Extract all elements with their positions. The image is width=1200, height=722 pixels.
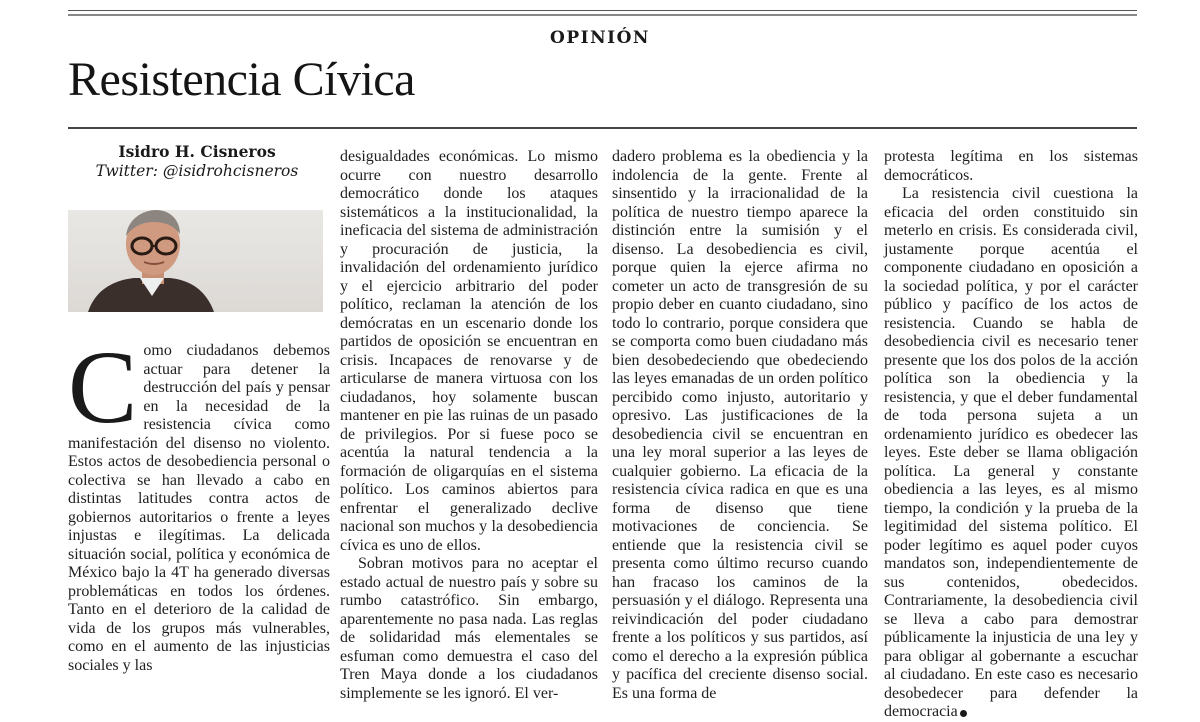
section-label: OPINIÓN: [550, 28, 650, 48]
end-mark-icon: [960, 710, 967, 717]
article-paragraph: protesta legítima en los sistemas democráticos.: [884, 148, 1138, 184]
top-rule-thick: [68, 14, 1137, 16]
author-twitter: Twitter: @isidrohcisneros: [95, 162, 299, 180]
author-portrait-icon: [68, 210, 323, 312]
article-paragraph: dadero problema es la obediencia y la indolencia de la gente. Frente al sinsentido y la irracionalidad de la política de nuestro tiempo aparece la distinción entre la sumisión y el disenso. La desobediencia es civil, porque quien la ejerce afirma no cometer un acto de transgresión de su propio deber en cuanto ciudadano, sino todo lo contrario, porque considera que se comporta como buen ciudadano más bien desobedeciendo que obedeciendo las leyes emanadas de un orden político percibido como injusto, autoritario y opresivo. Las justificaciones de la desobediencia civil se encuentran en una ley moral superior a las leyes de cualquier gobierno. La eficacia de la resistencia cívica radica en que es una forma de disenso que tiene motivaciones de conciencia. Se entiende que la resistencia civil se presenta como último recurso cuando han fracaso los caminos de la persuasión y el diálogo. Representa una reivindicación del poder ciudadano frente a los políticos y sus partidos, así como el derecho a la expresión pública y pacífica del creciente disenso social. Es una forma de: [612, 148, 868, 702]
paragraph-text: La resistencia civil cuestiona la eficacia del orden constituido sin meterlo en crisis. Es considerada civil, justamente porque acentúa el componente ciudadano en oposición a la sociedad política, y por el carácter público y pacífico de los actos de resistencia. Cuando se habla de desobediencia civil es necesario tener presente que los dos polos de la acción política son la obediencia y la resistencia, y que el deber fundamental de toda persona sujeta a un ordenamiento jurídico es obedecer las leyes. Este deber se llama obligación política. La general y constante obediencia a las leyes, es al mismo tiempo, la condición y la prueba de la legitimidad del sistema político. El poder legítimo es aquel poder cuyos mandatos son, independientemente de sus contenidos, obedecidos. Contrariamente, la desobediencia civil se lleva a cabo para demostrar públicamente la injusticia de una ley y para obligar al gobernante a escuchar al ciudadano. En este caso es necesario desobedecer para defender la democracia: [884, 185, 1138, 720]
headline: Resistencia Cívica: [68, 53, 415, 106]
byline: [68, 142, 326, 181]
author-name: Isidro H. Cisneros: [118, 142, 276, 161]
top-rule: [68, 10, 1137, 11]
author-photo: [68, 210, 323, 312]
headline-rule: [68, 127, 1137, 129]
article-column-2: [340, 148, 598, 703]
paragraph-text: omo ciudadanos debemos actuar para detener la destrucción del país y pensar en la necesidad de la resistencia cívica como manifestación del disenso no violento. Estos actos de desobediencia personal o colectiva se han llevado a cabo en distintas latitudes contra actos de gobiernos autoritarios o frente a leyes injustas e ilegítimas. La delicada situación social, política y económica de México bajo la 4T ha generado diversas problemáticas en todos los órdenes. Tanto en el deterioro de la calidad de vida de los grupos más vulnerables, como en el aumento de las injusticias sociales y las: [68, 342, 330, 674]
article-column-1: [68, 330, 330, 675]
article-paragraph: desigualdades económicas. Lo mismo ocurre con nuestro desarrollo democrático donde los ataques sistemáticos a la institucionalidad, la ineficacia del sistema de administración y procuración de justicia, la invalidación del ordenamiento jurídico y el ejercicio arbitrario del poder político, reclaman la atención de los demócratas en un escenario donde los partidos de oposición se encuentran en crisis. Incapaces de renovarse y de articularse de manera virtuosa con los ciudadanos, hoy solamente buscan mantener en pie las ruinas de un pasado de privilegios. Por si fuese poco se acentúa la natural tendencia a la formación de oligarquías en el sistema político. Los caminos abiertos para enfrentar el generalizado declive nacional son muchos y la desobediencia cívica es uno de ellos.: [340, 148, 598, 554]
article-column-3: [612, 148, 868, 703]
article-column-4: [884, 148, 1138, 722]
article-paragraph: Sobran motivos para no aceptar el estado actual de nuestro país y sobre su rumbo catastrófico. Sin embargo, aparentemente no pasa nada. Las reglas de solidaridad más elementales se esfuman como demuestra el caso del Tren Maya donde a los ciudadanos simplemente se les ignoró. El ver-: [340, 555, 598, 702]
drop-cap: C: [68, 330, 138, 445]
article-paragraph: [68, 330, 330, 675]
article-paragraph: [884, 185, 1138, 722]
